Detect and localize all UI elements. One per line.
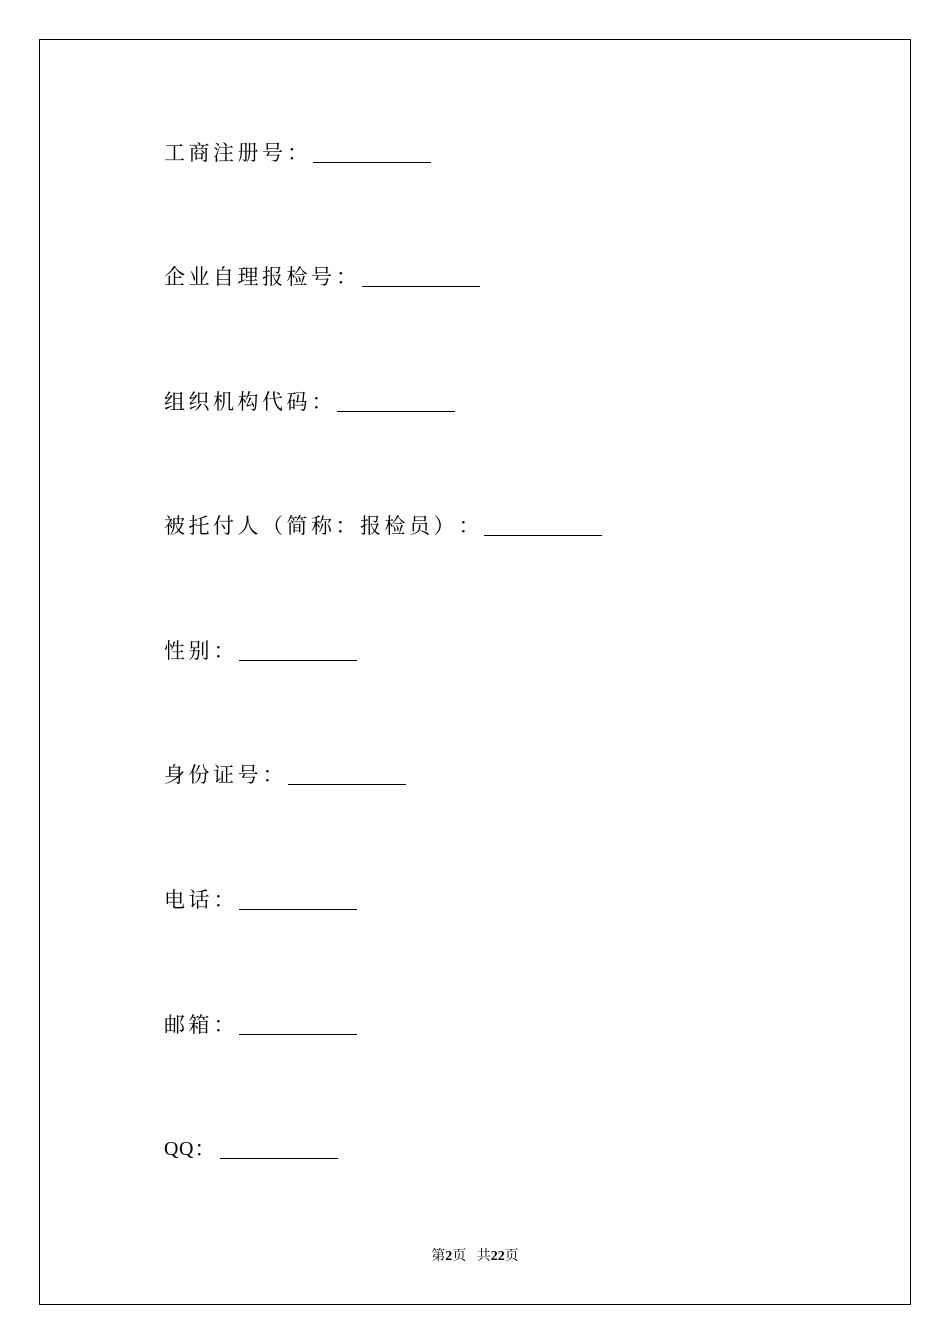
field-colon: ： [336,265,357,289]
total-suffix: 页 [504,1249,519,1264]
field-blank-line[interactable] [362,285,480,287]
field-label: 企业自理报检号 [164,265,336,289]
field-blank-line[interactable] [220,1157,338,1159]
field-business-registration-number [164,136,431,166]
field-label: 工商注册号 [164,141,287,165]
field-label: 性别 [164,639,213,663]
page-suffix: 页 [452,1249,467,1264]
field-blank-line[interactable] [288,783,406,785]
field-colon: ： [213,639,235,663]
field-label: 身份证号 [164,763,262,787]
field-colon: ： [194,1137,216,1161]
field-qq [164,1132,338,1162]
field-email [164,1008,357,1038]
page-footer [0,1248,950,1266]
field-blank-line[interactable] [484,534,602,536]
field-colon: ： [213,888,235,912]
field-phone [164,883,357,913]
field-gender [164,634,357,664]
total-pages: 22 [490,1249,505,1264]
page-number: 2 [445,1249,453,1264]
field-blank-line[interactable] [337,410,455,412]
field-label: 被托付人（简称：报检员） [164,514,458,538]
page-border [39,39,911,1305]
field-label: 邮箱 [164,1013,213,1037]
field-id-number [164,758,406,788]
field-colon: ： [287,141,308,165]
total-prefix: 共 [476,1249,491,1264]
field-self-inspection-number [164,260,480,290]
field-label: QQ [164,1138,194,1160]
field-label: 组织机构代码 [164,390,311,414]
field-colon: ： [213,1013,235,1037]
field-blank-line[interactable] [239,908,357,910]
field-entrusted-person [164,509,602,539]
field-colon: ： [458,514,480,538]
field-blank-line[interactable] [313,161,431,163]
page-prefix: 第 [431,1249,446,1264]
field-colon: ： [311,390,333,414]
field-colon: ： [262,763,284,787]
field-label: 电话 [164,888,213,912]
field-blank-line[interactable] [239,1033,357,1035]
field-organization-code [164,385,455,415]
field-blank-line[interactable] [239,659,357,661]
